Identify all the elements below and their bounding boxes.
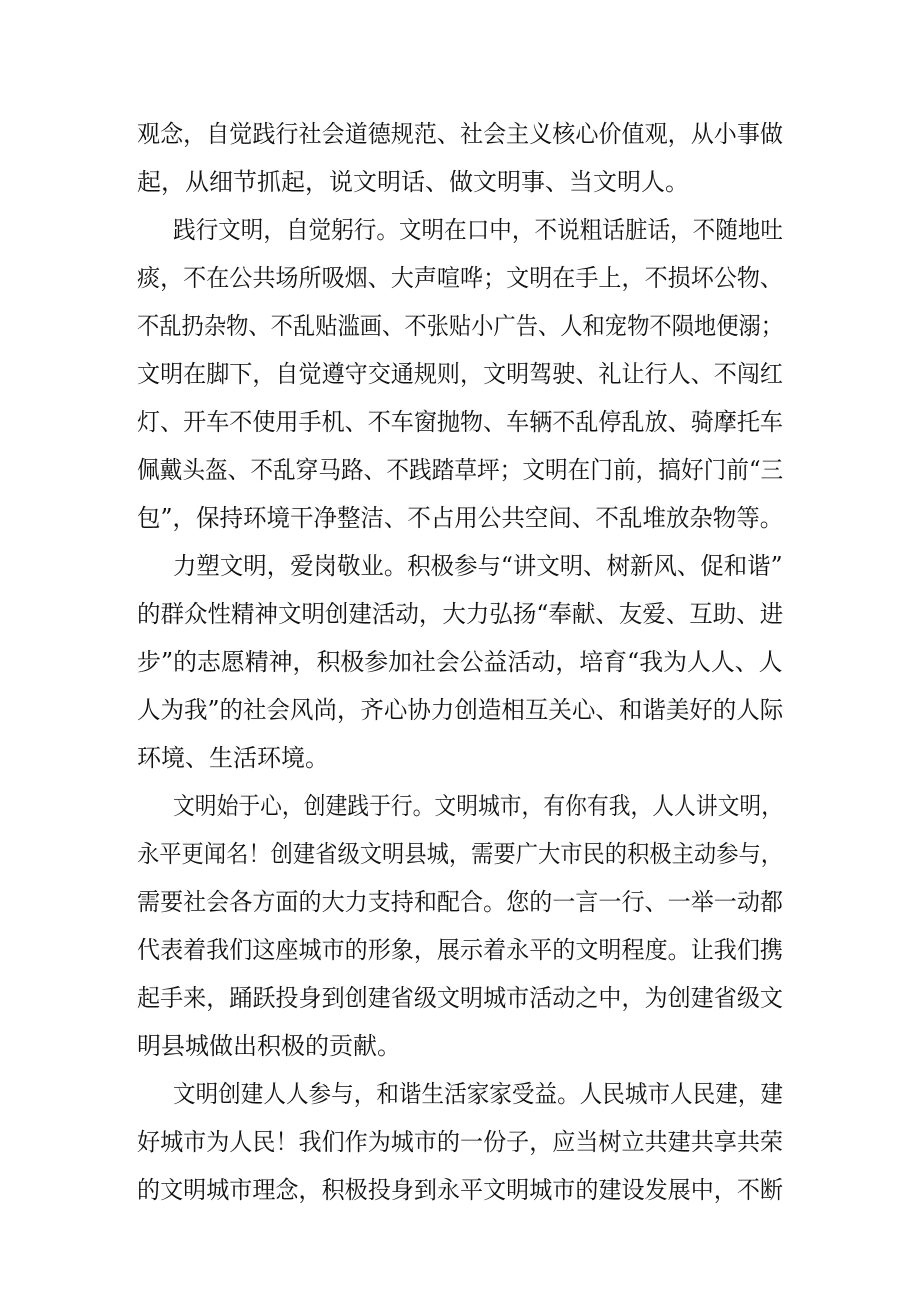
text-line: [0, 258, 920, 298]
line-text: 起手来，踊跃投身到创建省级文明城市活动之中，为创建省级文: [137, 984, 783, 1012]
line-text: 灯、开车不使用手机、不车窗抛物、车辆不乱停乱放、骑摩托车: [137, 408, 783, 436]
text-line: [0, 402, 920, 442]
paragraph-first-line: [0, 786, 920, 826]
line-text: 佩戴头盔、不乱穿马路、不践踏草坪；文明在门前，搞好门前“三: [137, 456, 784, 484]
line-text: 观念，自觉践行社会道德规范、社会主义核心价值观，从小事做: [137, 120, 783, 148]
line-text: 人为我”的社会风尚，齐心协力创造相互关心、和谐美好的人际: [137, 696, 784, 724]
text-line: [0, 738, 920, 778]
line-text: 需要社会各方面的大力支持和配合。您的一言一行、一举一动都: [137, 888, 783, 916]
line-text: 明县城做出积极的贡献。: [137, 1032, 401, 1060]
text-line: [0, 642, 920, 682]
text-line: [0, 450, 920, 490]
text-line: [0, 306, 920, 346]
line-text: 包”，保持环境干净整洁、不占用公共空间、不乱堆放杂物等。: [137, 504, 784, 532]
line-text: 代表着我们这座城市的形象，展示着永平的文明程度。让我们携: [137, 936, 783, 964]
line-text: 践行文明，自觉躬行。文明在口中，不说粗话脏话，不随地吐: [173, 216, 784, 244]
text-line: [0, 1122, 920, 1162]
text-line: [0, 594, 920, 634]
line-text: 好城市为人民！我们作为城市的一份子，应当树立共建共享共荣: [137, 1128, 783, 1156]
paragraph-first-line: [0, 546, 920, 586]
text-line: [0, 930, 920, 970]
line-text: 痰，不在公共场所吸烟、大声喧哗；文明在手上，不损坏公物、: [137, 264, 783, 292]
line-text: 文明始于心，创建践于行。文明城市，有你有我，人人讲文明，: [173, 792, 783, 820]
line-text: 文明在脚下，自觉遵守交通规则，文明驾驶、礼让行人、不闯红: [137, 360, 783, 388]
text-line: [0, 834, 920, 874]
line-text: 步”的志愿精神，积极参加社会公益活动，培育“我为人人、人: [137, 648, 783, 676]
text-line: [0, 354, 920, 394]
line-text: 力塑文明，爱岗敬业。积极参与“讲文明、树新风、促和谐”: [173, 552, 783, 580]
text-line: [0, 978, 920, 1018]
text-line: [0, 1170, 920, 1210]
paragraph-first-line: [0, 210, 920, 250]
text-line: [0, 690, 920, 730]
text-line: [0, 114, 920, 154]
text-line: [0, 498, 920, 538]
line-text: 环境、生活环境。: [137, 744, 329, 772]
line-text: 的文明城市理念，积极投身到永平文明城市的建设发展中，不断: [137, 1176, 783, 1204]
line-text: 永平更闻名！创建省级文明县城，需要广大市民的积极主动参与，: [137, 840, 784, 868]
line-text: 不乱扔杂物、不乱贴滥画、不张贴小广告、人和宠物不陨地便溺；: [137, 312, 784, 340]
text-line: [0, 1026, 920, 1066]
text-line: [0, 162, 920, 202]
paragraph-first-line: [0, 1074, 920, 1114]
text-line: [0, 882, 920, 922]
line-text: 的群众性精神文明创建活动，大力弘扬“奉献、友爱、互助、进: [137, 600, 784, 628]
line-text: 文明创建人人参与，和谐生活家家受益。人民城市人民建，建: [173, 1080, 784, 1108]
line-text: 起，从细节抓起，说文明话、做文明事、当文明人。: [137, 168, 689, 196]
